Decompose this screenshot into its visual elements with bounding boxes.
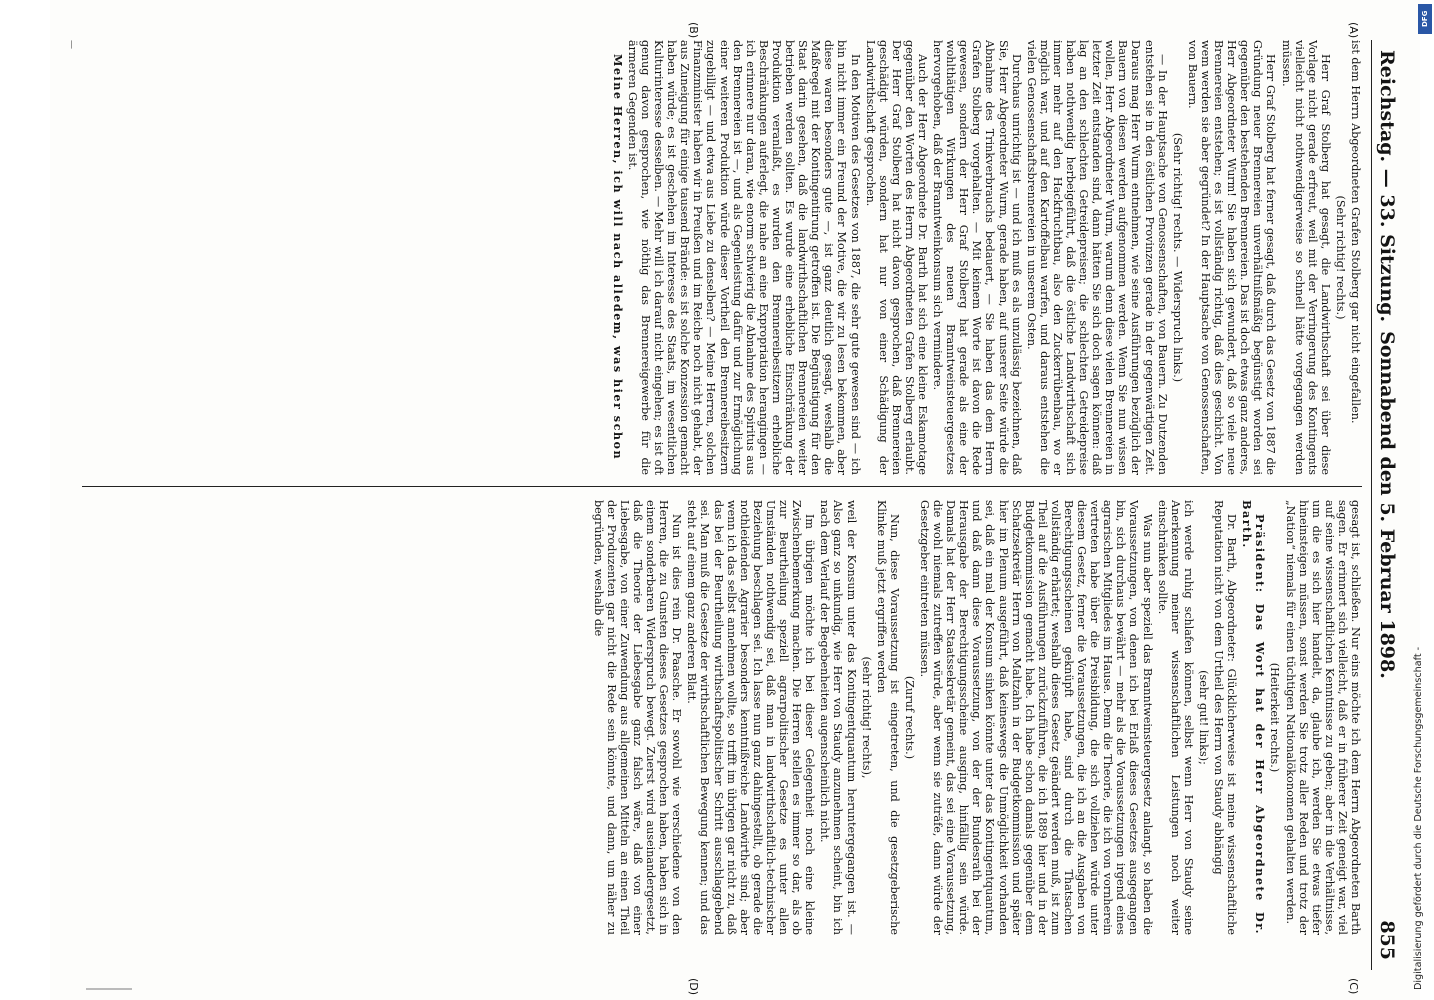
margin-marker-a: (A) — [1347, 22, 1360, 39]
dfg-logo: DFG — [1418, 4, 1432, 34]
digitization-credit: Digitalisierung gefördert durch die Deutsche Forschungsgemeinschaft - — [1413, 646, 1424, 990]
paragraph: In den Motiven des Gesetzes von 1887, die sehr gute gewesen sind — ich bin nicht immer ein Freund der Motive, die wir zu lesen bekommen, aber diese waren besonders gute —, ist ganz deutlich gesagt, weshalb die Maßregel mit der Kontingentirung getroffen ist. Die Begünstigung für den Staat darin gesehen, daß die landwirthschaftlichen Brennereien weiter betrieben werden sollten. Es wurde eine erhebliche Einschränkung der Produktion veranlaßt, es wurden den Brennereibesitzern erhebliche Beschränkungen auferlegt, die nahe an eine Expropriation herangingen — ich erinnere nur daran, wie enorm schwierig die Abnahme des Spiritus aus den Brennereien ist —, und als Gegenleistung dafür und zur Ermöglichung einer weiteren Produktion würde dieser Vortheil den Brennereibesitzern zugebilligt — und etwa aus Liebe zu denselben? — Meine Herren, solchen Finanzminister haben wir in Preußen und im Reiche noch nicht gehabt, der aus Zuneigung für einige tausend Brände: es ist solche Konzession gemacht haben würde; es ist geschehen im Interesse des Staats, im wesentlichen Kulturinteresse desselben. — Mehr will ich darauf nicht eingehen; es ist oft genug davon gesprochen, wie nöthig das Brennereigewerbe für die ärmeren Gegenden ist. — [625, 40, 862, 475]
rotated-page — [50, 0, 1420, 1000]
page-header — [1371, 40, 1402, 970]
margin-marker-b: (B) — [687, 22, 700, 39]
paragraph: Im übrigen möchte ich bei dieser Gelegenheit noch eine kleine Zwischenbemerkung machen. Die Herren stellen es immer so dar, als ob zur Beurtheilung speziell agrarpolitischer Gesetze es unter allen Umständen nothwendig sei, daß man in landwirthschaftlich-technischer Beziehung beschlagen sei. Ich lasse nun ganz dahingestellt, ob gerade die nothleidenden Agrarier besonders kenntnißreiche Landwirthe sind; aber wenn ich das selbst annehmen wollte, so trifft im übrigen gar nicht zu, daß das bei der Beurtheilung wirthschaftspolitischer Schritt ausschlaggebend sei. Man muß die Gesetze der wirthschaftlichen Bewegung kennen; und das steht auf einem ganz anderen Blatt. — [685, 500, 817, 935]
left-column — [82, 40, 1362, 475]
interjection: (Heiterkeit rechts.) — [1268, 662, 1282, 773]
paragraph: ist dem Herrn Abgeordneten Grafen Stolberg gar nicht eingefallen. — [1349, 40, 1362, 424]
interjection: (Sehr richtig! rechts.) — [1333, 195, 1347, 320]
speaker-line: Präsident: Das Wort hat der Herr Abgeordnete Dr. Barth. — [1240, 500, 1268, 935]
column-rule — [82, 486, 1362, 487]
margin-marker-c: (C) — [1347, 978, 1360, 995]
paragraph: — In der Hauptsache von Genossenschaften, von Bauern. Zu Dutzenden entstehen sie in den östlichen Provinzen gerade in der gegenwärtigen Zeit. Daraus mag Herr Wurm entnehmen, wie seine Ausführungen bezüglich der Bauern von diesen werden aufgenommen werden. Wenn Sie nun wissen wollen, Herr Abgeordneter Wurm, warum denn diese vielen Brennereien in letzter Zeit entstanden sind, dann hätten Sie sich doch sagen können: daß lag an den schlechten Getreidepreisen; die schlechten Getreidepreise haben nothwendig herbeigeführt, daß die östliche Landwirthschaft sich immer mehr auf den Hackfruchtbau, also den Zuckerrübenbau, wo er möglich war, und auf den Kartoffelbau warfen, und daraus entstehen die vielen Genossenschaftsbrennereien in unserem Osten. — [1024, 40, 1169, 475]
paragraph: Herr Graf Stolberg hat ferner gesagt, daß durch das Gesetz von 1887 die Gründung neuer Brennereien unverhältnißmäßig begünstigt worden sei gegenüber den bestehenden Brennereien. Das ist doch etwas ganz anderes, Herr Abgeordneter Wurm! Sie haben sich gewundert, daß so viele neue Brennereien entstehen; es ist vollständig richtig, daß dies geschicht. Von wem werden sie aber gegründet? In der Hauptsache von Genossenschaften, von Bauern. — [1185, 40, 1278, 475]
pencil-mark — [86, 988, 132, 990]
paragraph: gesagt ist, schließen. Nur eins möchte ich dem Herrn Abgeordneten Barth sagen. Er erinnert sich vielleicht, daß er in früherer Zeit geneigt war, viel auf seine wissenschaftlichen Kenntnisse zu geben; aber in die Verhältnisse, um die es sich hier handelt, da, glaube ich, werden Sie etwas tiefer hineinsteigen müssen, sonst werden Sie trotz aller Reden und trotz der „Nation“ niemals für einen tüchtigen Nationalökonomen gehalten werden. — [1283, 500, 1362, 935]
header-center: Sonnabend den 5. Februar 1898. — [1376, 331, 1398, 679]
interjection: (sehr gut! links); — [1196, 670, 1210, 765]
margin-marker-d: (D) — [687, 978, 700, 996]
paragraph: Nun ist dies rein Dr. Paasche. Er sowohl wie verschiedene von den Herren, die zu Gunsten dieses Gesetzes gesprochen haben, haben sich in einem sonderbaren Widerspruch bewegt. Zuerst wird auseinandergesetzt, daß die Theorie der Liebesgabe ganz falsch wäre, daß von einer Liebesgabe, von einer Zuwendung aus allgemeinen Mitteln an einen Theil der Produzenten gar nicht die Rede sein könnte, und dann, um näher zu begründen, weshalb die — [591, 500, 684, 935]
interjection: (Zuruf rechts.) — [902, 675, 916, 760]
paragraph: ich werde ruhig schlafen können, selbst wenn Herr von Staudy seine Anerkennung meiner wissenschaftlichen Leistungen noch weiter einschränken sollte. — [1155, 500, 1195, 935]
paragraph: Nun, diese Voraussetzung ist eingetreten, und die gesetzgeberische Klinke muß jetzt ergriffen werden — [874, 500, 901, 935]
paragraph-bold: Meine Herren, ich will nach alledem, was hier schon — [610, 54, 625, 461]
footnote-mark: — — [66, 40, 76, 49]
paragraph: Herr Graf Stolberg hat gesagt, die Landwirthschaft sei über diese Vorlage nicht gerade erfreut, weil mit der Verringerung des Kontingents vielleicht nicht nothwendigerweise so schnell hätte vorgegangen werden müssen. — [1279, 40, 1332, 475]
paragraph: Was nun aber speziell das Branntweinsteuergesetz anlangt, so haben die Voraussetzungen, von denen ich bei Erlaß dieses Gesetzes ausgegangen bin, sich durchaus bewährt — mehr als die Voraussetzungen irgend eines agrarischen Mitgliedes im Hause. Denn die Theorie, die ich von vornherein vertreten habe über die Preisbildung, die sich vollziehen würde unter diesem Gesetz, ferner die Voraussetzungen, die ich an die Ausgaben von Berechtigungsscheinen geknüpft habe, sind durch die Thatsachen vollständig erhärtet; weshalb dieses Gesetz geändert werden muß, ist zum Theil auf die Ausführungen zurückzuführen, die ich 1889 hier und in der Budgetkommission gemacht habe. Ich habe schon damals gegenüber dem Schatzsekretär Herrn von Maltzahn in der Budgetkommission und später hier im Plenum ausgeführt, daß keineswegs die Unmöglichkeit vorhanden sei, daß ein mal der Konsum sinken könnte unter das Kontingentquantum, und daß dann diese Voraussetzung, von der der Bundesrath bei der Herausgabe der Berechtigungsscheine ausging, hinfällig sein würde. Damals hat der Herr Staatssekretär gemeint, das sei eine Voraussetzung, die wohl niemals zutreffen würde, aber wenn sie zuträfe, dann würde der Gesetzgeber eintreten müssen. — [918, 500, 1154, 935]
paragraph: Auch der Herr Abgeordnete Dr. Barth hat sich eine kleine Eskamotage gegenüber den Worten des Herrn Abgeordneten Grafen Stolberg erlaubt. Der Herr Graf Stolberg hat nicht davon gesprochen, daß Brennereien geschädigt würden, sondern hat nur von einer Schädigung der Landwirthschaft gesprochen. — [863, 40, 929, 475]
right-column — [82, 500, 1362, 935]
interjection: (Sehr richtig! rechts. — Widerspruch links.) — [1170, 132, 1184, 383]
interjection: (sehr richtig! rechts), — [859, 656, 873, 779]
paragraph: weil der Konsum unter das Kontingentquantum heruntergegangen ist. — Also ganz so unkundig, wie Herr von Staudy anzunehmen scheint, bin ich nach dem Verlauf der Begebenheiten augenscheinlich nicht. — [818, 500, 858, 935]
page-number: 855 — [1376, 920, 1398, 960]
header-left: Reichstag. — 33. Sitzung. — [1376, 50, 1398, 323]
paragraph: Durchaus unrichtig ist — und ich muß es als unzulässig bezeichnen, daß Sie, Herr Abgeordneter Wurm, gerade haben, auf unserer Seite würde die Abnahme des Trinkverbrauchs bedauert, — Sie haben das dem Herrn Grafen Stolberg vorgehalten. — Mit keinem Worte ist davon die Rede gewesen, sondern der Herr Graf Stolberg hat gerade als eine der wohlthätigen Wirkungen des neuen Branntweinsteuergesetzes hervorgehoben, daß der Branntweinkonsum sich vermindere. — [931, 40, 1023, 475]
paragraph: Dr. Barth, Abgeordneter: Glücklicherweise ist meine wissenschaftliche Reputation nicht von dem Urtheil des Herrn von Staudy abhängig — [1212, 500, 1239, 935]
